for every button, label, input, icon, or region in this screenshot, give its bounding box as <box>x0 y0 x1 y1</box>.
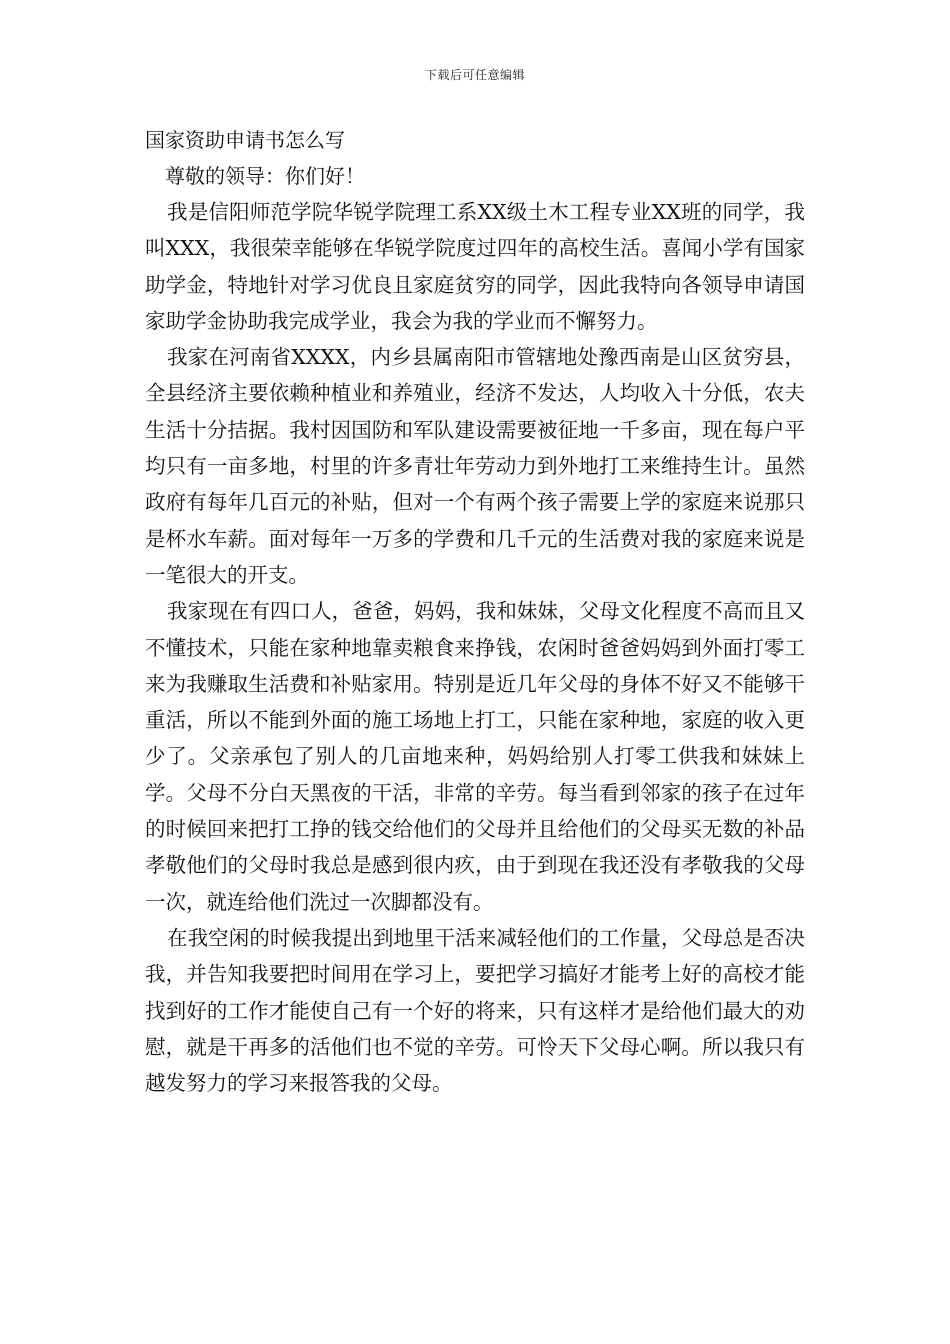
paragraph-1: 我是信阳师范学院华锐学院理工系XX级土木工程专业XX班的同学，我叫XXX，我很荣幸能够在华锐学院度过四年的高校生活。喜闻小学有国家助学金，特地针对学习优良且家庭贫穷的同学，因此我特向各领导申请国家助学金协助我完成学业，我会为我的学业而不懈努力。 <box>145 200 805 333</box>
paragraph-4: 在我空闲的时候我提出到地里干活来减轻他们的工作量，父母总是否决我，并告知我要把时间用在学习上，要把学习搞好才能考上好的高校才能找到好的工作才能使自己有一个好的将来，只有这样才是给他们最大的劝慰，就是干再多的活他们也不觉的辛劳。可怜天下父母心啊。所以我只有越发努力的学习来报答我的父母。 <box>145 925 805 1096</box>
salutation: 尊敬的领导：你们好！ <box>165 164 365 188</box>
document-title: 国家资助申请书怎么写 <box>145 128 345 152</box>
document-body <box>145 122 805 1101</box>
paragraph-2: 我家在河南省XXXX，内乡县属南阳市管辖地处豫西南是山区贫穷县，全县经济主要依赖种植业和养殖业，经济不发达，人均收入十分低，农夫生活十分拮据。我村因国防和军队建设需要被征地一千多亩，现在每户平均只有一亩多地，村里的许多青壮年劳动力到外地打工来维持生计。虽然政府有每年几百元的补贴，但对一个有两个孩子需要上学的家庭来说那只是杯水车薪。面对每年一万多的学费和几千元的生活费对我的家庭来说是一笔很大的开支。 <box>145 345 805 587</box>
header-note: 下载后可任意编辑 <box>424 68 525 82</box>
paragraph-3: 我家现在有四口人，爸爸，妈妈，我和妹妹，父母文化程度不高而且又不懂技术，只能在家种地靠卖粮食来挣钱，农闲时爸爸妈妈到外面打零工来为我赚取生活费和补贴家用。特别是近几年父母的身体不好又不能够干重活，所以不能到外面的施工场地上打工，只能在家种地，家庭的收入更少了。父亲承包了别人的几亩地来种，妈妈给别人打零工供我和妹妹上学。父母不分白天黑夜的干活，非常的辛劳。每当看到邻家的孩子在过年的时候回来把打工挣的钱交给他们的父母并且给他们的父母买无数的补品孝敬他们的父母时我总是感到很内疚，由于到现在我还没有孝敬我的父母一次，就连给他们洗过一次脚都没有。 <box>145 599 805 914</box>
